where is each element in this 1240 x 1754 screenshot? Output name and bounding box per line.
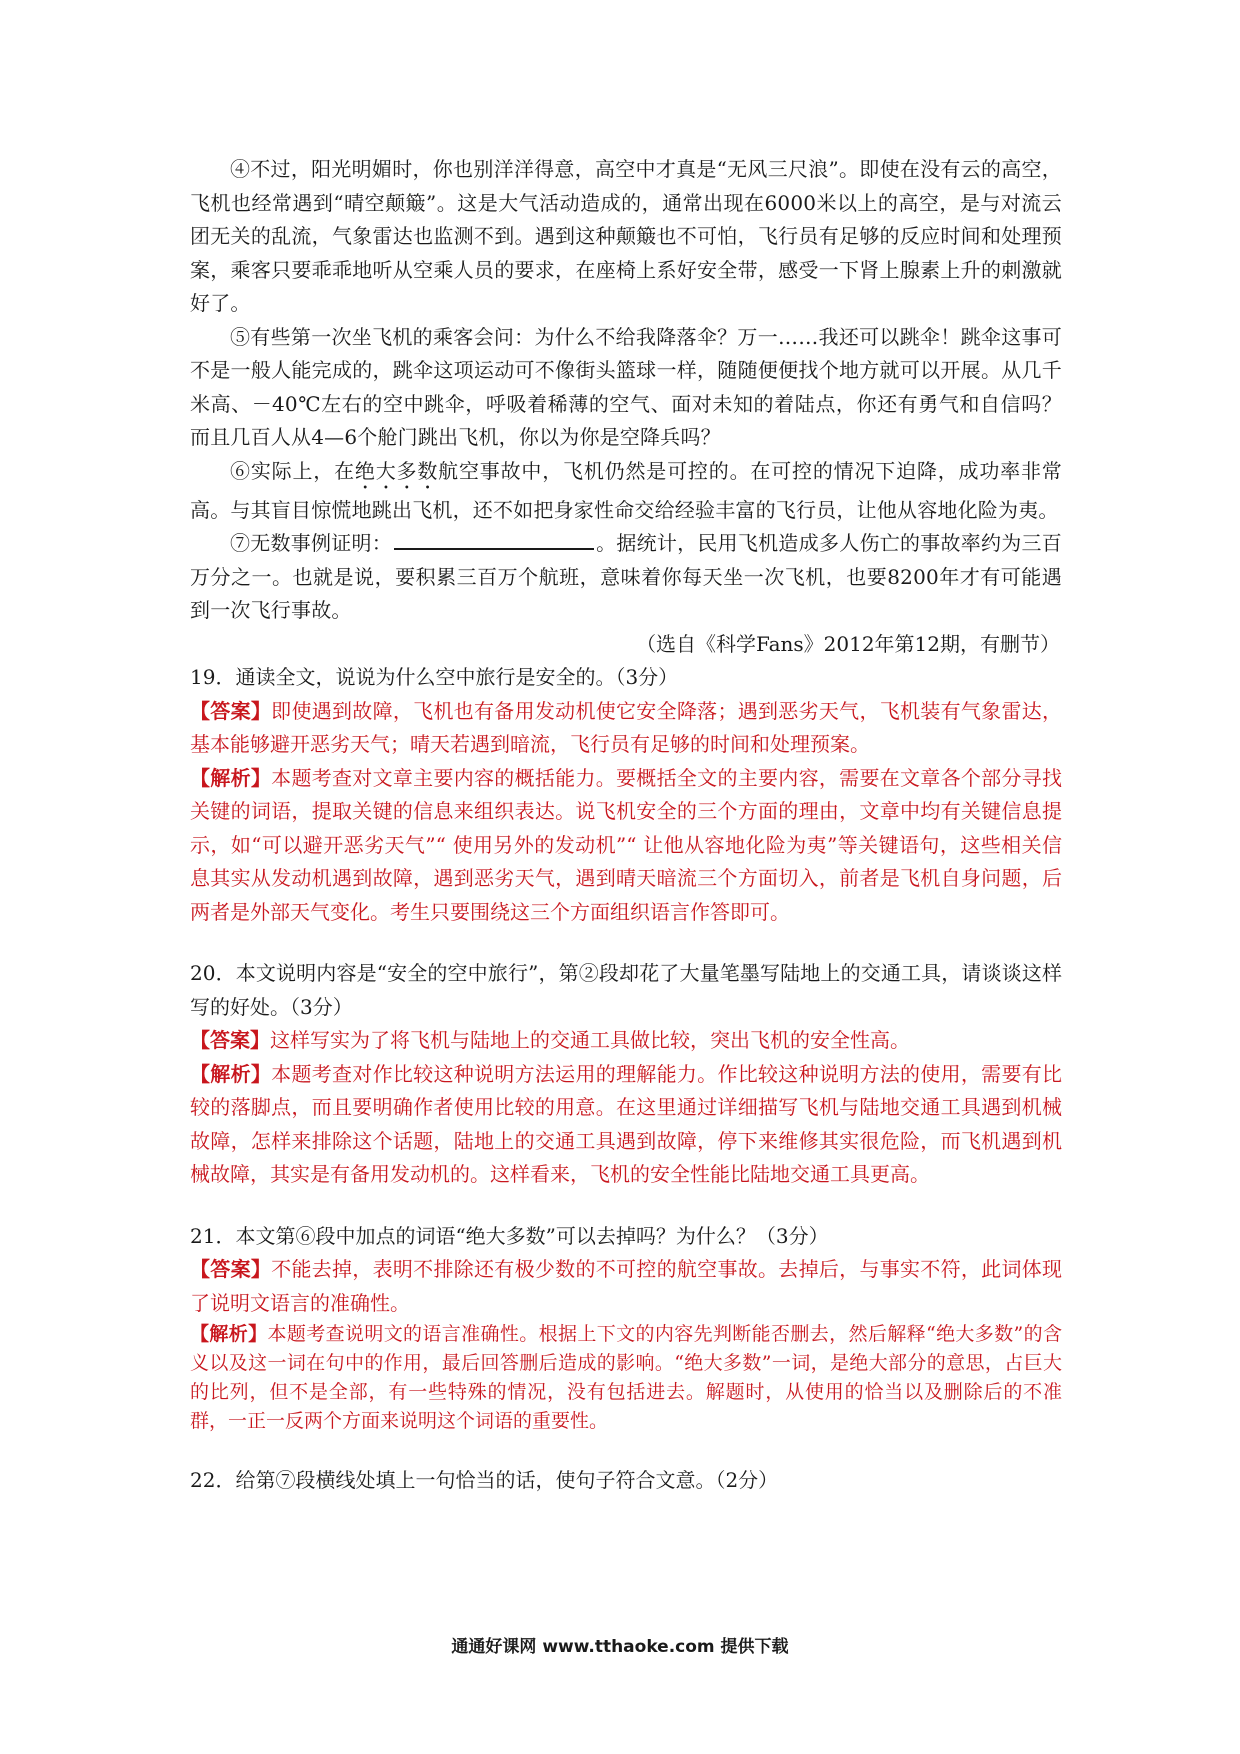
answer-21 [190, 1253, 1062, 1320]
p6-text-after: 航空事故中，飞机仍然是可控的。在可控的情况下迫降，成功率非常高。与其盲目惊慌地跳出飞机，还不如把身家性命交给经验丰富的飞行员，让他从容地化险为夷。 [190, 458, 1062, 522]
article-source: （选自《科学Fans》2012年第12期，有删节） [636, 631, 1060, 656]
answer-19-text: 即使遇到故障，飞机也有备用发动机使它安全降落；遇到恶劣天气，飞机装有气象雷达，基本能够避开恶劣天气；晴天若遇到暗流，飞行员有足够的时间和处理预案。 [190, 698, 1063, 756]
answer-19 [190, 695, 1062, 762]
question-20: 20．本文说明内容是“安全的空中旅行”，第②段却花了大量笔墨写陆地上的交通工具，请谈谈这样写的好处。（3分） [190, 961, 1062, 1019]
analysis-20-text: 本题考查对作比较这种说明方法运用的理解能力。作比较这种说明方法的使用，需要有比较的落脚点，而且要明确作者使用比较的用意。在这里通过详细描写飞机与陆地交通工具遇到机械故障，怎样来排除这个话题，陆地上的交通工具遇到故障，停下来维修其实很危险，而飞机遇到机械故障，其实是有备用发动机的。这样看来，飞机的安全性能比陆地交通工具更高。 [190, 1061, 1063, 1186]
dotted-word: 绝大多数 [354, 458, 439, 483]
p6-text-before: ⑥实际上，在 [230, 458, 355, 483]
answer-tag: 【答案】 [190, 1257, 272, 1281]
question-21: 21．本文第⑥段中加点的词语“绝大多数”可以去掉吗？为什么？（3分） [190, 1223, 829, 1248]
p7-text-before: ⑦无数事例证明： [230, 531, 393, 555]
fill-in-blank-line [394, 528, 594, 550]
analysis-21-text: 本题考查说明文的语言准确性。根据上下文的内容先判断能否删去，然后解释“绝大多数”的含义以及这一词在句中的作用，最后回答删后造成的影响。“绝大多数”一词，是绝大部分的意思，占巨大的比列，但不是全部，有一些特殊的情况，没有包括进去。解题时，从使用的恰当以及删除后的不准群，一正一反两个方面来说明这个词语的重要性。 [190, 1323, 1062, 1432]
article-paragraph-6 [190, 455, 1062, 528]
p7-text-after: 。据统计，民用飞机造成多人伤亡的事故率约为三百万分之一。也就是说，要积累三百万个航班，意味着你每天坐一次飞机，也要8200年才有可能遇到一次飞行事故。 [190, 531, 1062, 622]
analysis-20 [190, 1058, 1062, 1192]
page-footer: 通通好课网 www.tthaoke.com 提供下载 [451, 1637, 789, 1657]
question-22: 22．给第⑦段横线处填上一句恰当的话，使句子符合文意。（2分） [190, 1468, 779, 1492]
analysis-tag: 【解析】 [190, 1323, 268, 1345]
analysis-19-text: 本题考查对文章主要内容的概括能力。要概括全文的主要内容，需要在文章各个部分寻找关键的词语，提取关键的信息来组织表达。说飞机安全的三个方面的理由，文章中均有关键信息提示，如“可以避开恶劣天气”“ 使用另外的发动机”“ 让他从容地化险为夷”等关键语句，这些相关信息其实从发动机遇到故障，遇到恶劣天气，遇到晴天暗流三个方面切入，前者是飞机自身问题，后两者是外部天气变化。考生只要围绕这三个方面组织语言作答即可。 [190, 765, 1063, 924]
answer-tag: 【答案】 [190, 1028, 270, 1052]
spacer [190, 1436, 1062, 1464]
article-paragraph-5: ⑤有些第一次坐飞机的乘客会问：为什么不给我降落伞？万一……我还可以跳伞！跳伞这事可不是一般人能完成的，跳伞这项运动可不像街头篮球一样，随随便便找个地方就可以开展。从几千米高、－40℃左右的空中跳伞，呼吸着稀薄的空气、面对未知的着陆点，你还有勇气和自信吗？而且几百人从4—6个舱门跳出飞机，你以为你是空降兵吗？ [190, 324, 1062, 449]
spacer [190, 1192, 1062, 1220]
analysis-21 [190, 1320, 1062, 1436]
answer-tag: 【答案】 [190, 698, 272, 723]
document-content [190, 153, 1062, 1498]
article-paragraph-7 [190, 527, 1062, 628]
answer-20-text: 这样写实为了将飞机与陆地上的交通工具做比较，突出飞机的安全性高。 [270, 1028, 910, 1052]
answer-21-text: 不能去掉，表明不排除还有极少数的不可控的航空事故。去掉后，与事实不符，此词体现了说明文语言的准确性。 [190, 1257, 1063, 1315]
analysis-tag: 【解析】 [190, 1061, 272, 1086]
analysis-tag: 【解析】 [190, 765, 272, 790]
question-19: 19．通读全文，说说为什么空中旅行是安全的。（3分） [190, 665, 679, 689]
answer-20 [190, 1024, 1062, 1058]
article-paragraph-4: ④不过，阳光明媚时，你也别洋洋得意，高空中才真是“无风三尺浪”。即使在没有云的高空，飞机也经常遇到“晴空颠簸”。这是大气活动造成的，通常出现在6000米以上的高空，是与对流云团无关的乱流，气象雷达也监测不到。遇到这种颠簸也不可怕，飞行员有足够的反应时间和处理预案，乘客只要乖乖地听从空乘人员的要求，在座椅上系好安全带，感受一下肾上腺素上升的刺激就好了。 [190, 157, 1062, 315]
analysis-19 [190, 762, 1062, 930]
spacer [190, 929, 1062, 957]
